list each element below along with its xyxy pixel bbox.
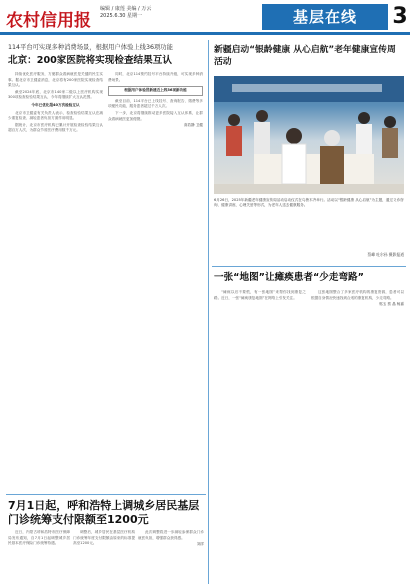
section-title: 基层在线 bbox=[262, 4, 388, 30]
header-info bbox=[100, 6, 151, 20]
person bbox=[356, 124, 372, 156]
person bbox=[320, 146, 344, 184]
person bbox=[358, 112, 370, 124]
person bbox=[382, 128, 398, 158]
photo-banner-text bbox=[232, 84, 382, 92]
paragraph: “瘫痪以后不要慌，有一张地图”来帮你找到康复之路。近日，一张“瘫痪康复地图”在网络上引发关注。 bbox=[214, 290, 306, 300]
person bbox=[226, 126, 242, 156]
article-body-column bbox=[108, 72, 203, 492]
floor bbox=[214, 184, 404, 194]
person bbox=[256, 110, 268, 122]
paragraph: 据统计，北京市医疗机构已累计开展检查检验结果互认超百万人次，为群众节省医疗费用数千万元。 bbox=[8, 122, 103, 133]
byline: 郭玉 蔡 晶 杨嘉 bbox=[379, 302, 404, 307]
article-body-column bbox=[214, 290, 306, 584]
article-divider-left bbox=[6, 494, 206, 495]
byline: 高若静 卫健 bbox=[183, 123, 203, 128]
header-editor-line: 编辑 / 康莲 美编 / 万云 bbox=[100, 6, 152, 12]
person bbox=[384, 116, 396, 128]
event-photo bbox=[214, 76, 404, 194]
photo-caption: 6月26日，2025年新疆老年健康宣传周活动启动仪式在乌鲁木齐举行。活动以“银龄健康 从心启航”为主题，通过义诊咨询、健康讲座、心理关爱等形式，为老年人送去健康服务。 bbox=[214, 198, 404, 208]
article-headline: 新疆启动“银龄健康 从心启航”老年健康宣传周活动 bbox=[214, 45, 396, 67]
article-headline: 北京：200家医院将实现检查结果互认 bbox=[8, 55, 172, 66]
column-divider bbox=[208, 40, 209, 584]
paragraph: 此次调整将进一步减轻参保群众门诊就医负担，增强群众获得感。 bbox=[138, 530, 204, 540]
header-rule bbox=[0, 32, 410, 35]
photo-credit: 蔡峰 吐尔孙 摄影报道 bbox=[367, 252, 404, 257]
paragraph: 截至目前，114平台已上线挂号、查询报告、缴费等多项便民功能，服务患者超过千万人次。 bbox=[108, 98, 203, 109]
article-divider-right bbox=[212, 266, 406, 267]
article-body-column bbox=[73, 530, 135, 584]
person bbox=[254, 122, 270, 156]
article-headline: 一张“地图”让瘫痪患者“少走弯路” bbox=[214, 272, 364, 283]
paragraph: 截至2024年底，北京市140家二级以上医疗机构实现300项检查检验结果互认，今年将继续扩大互认范围。 bbox=[8, 89, 103, 100]
byline: 刘洋 bbox=[196, 542, 204, 547]
paragraph: 调整后，城乡居民在基层医疗机构门诊统筹年度支付限额由原来的标准提高至1200元。 bbox=[73, 530, 135, 546]
article-subhead: 114平台可实现多种消费场景，根据用户体验上线36项功能 bbox=[8, 44, 173, 51]
photo-illustration bbox=[214, 76, 404, 194]
table bbox=[254, 154, 374, 184]
header-date-line: 2025.6.30 星期一 bbox=[100, 13, 143, 19]
paragraph: 近日，内蒙古呼和浩特市医疗保障局发布通知，自7月1日起调整城乡居民基本医疗保险门诊统筹待遇。 bbox=[8, 530, 70, 546]
person bbox=[228, 114, 240, 126]
article-headline: 7月1日起，呼和浩特上调城乡居民基层门诊统筹支付限额至1200元 bbox=[8, 499, 200, 526]
paragraph: 持续优化医疗服务，方便群众看病就医是关键的民生实事。据北京市卫健委消息，北京将有200家医院实现检查结果互认。 bbox=[8, 72, 103, 88]
paragraph: 同时，北京114预约挂号平台持续升级，可实现多种消费场景。 bbox=[108, 72, 203, 82]
article-body-column bbox=[8, 530, 70, 584]
person bbox=[282, 144, 306, 184]
person bbox=[324, 130, 340, 146]
page-number: 3 bbox=[392, 4, 408, 29]
paragraph: 下一步，北京将继续推动更多医院接入互认体系，让群众看病就医更加便捷。 bbox=[108, 110, 203, 121]
crosshead: 根据用户体验冒新建近上线36项新功能 bbox=[108, 86, 203, 96]
masthead: 农村信用报 bbox=[6, 11, 91, 31]
person bbox=[286, 128, 302, 144]
paragraph: 这张地图整合了多家医疗机构的康复资源，患者可以根据自身情况快速找到合适的康复机构，少走弯路。 bbox=[311, 290, 404, 300]
crosshead: 今年已优化超40万次检验互认 bbox=[31, 102, 80, 107]
article-body-column bbox=[138, 530, 204, 584]
article-body-column bbox=[311, 290, 404, 584]
article-body-column bbox=[8, 72, 103, 492]
paragraph: 北京市卫健委有关负责人表示，检查检验结果互认在减少重复检查、减轻患者负担方面作用明显。 bbox=[8, 110, 103, 121]
